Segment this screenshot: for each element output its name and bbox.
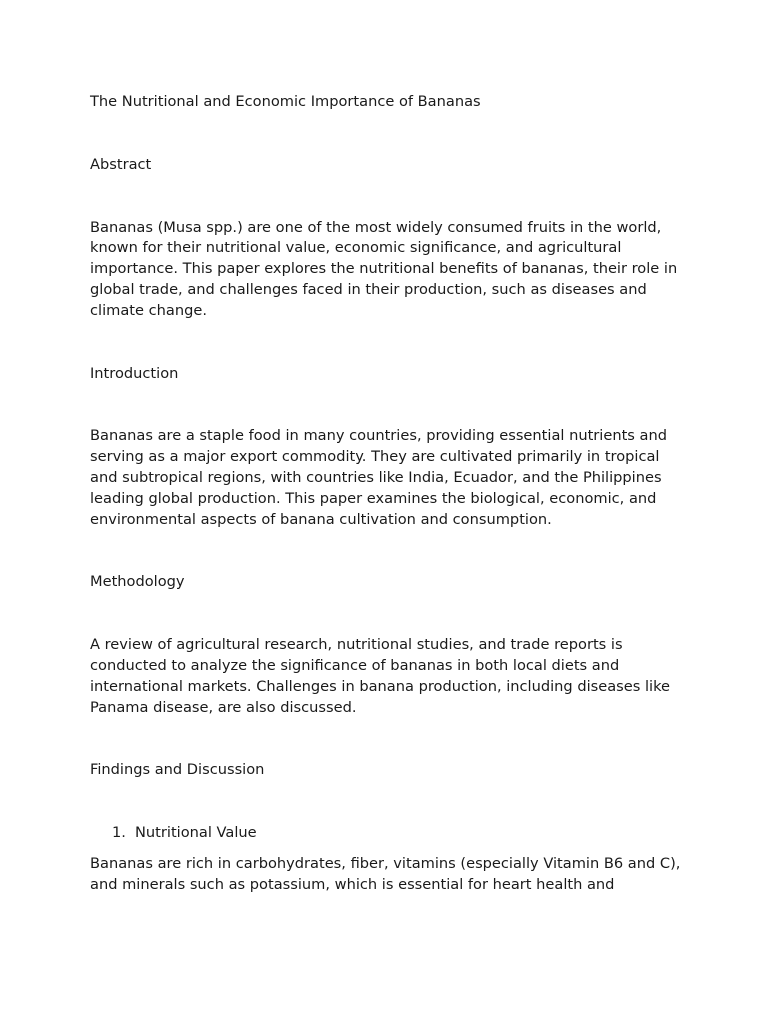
- methodology-body: A review of agricultural research, nutritional studies, and trade reports is conducted to analyze the significance of bananas in both local diets and international markets. Challenges in banana production, including diseases like Panama disease, are also discussed.: [90, 636, 671, 716]
- findings-list: [90, 823, 690, 844]
- introduction-heading: Introduction: [90, 364, 179, 382]
- introduction-body: Bananas are a staple food in many countries, providing essential nutrients and serving as a major export commodity. They are cultivated primarily in tropical and subtropical regions, with countries like India, Ecuador, and the Philippines leading global production. This paper examines the biological, economic, and environmental aspects of banana cultivation and consumption.: [90, 427, 668, 528]
- list-item-label: Nutritional Value: [135, 824, 257, 842]
- findings-heading: Findings and Discussion: [90, 761, 265, 779]
- list-item: [90, 823, 690, 844]
- abstract-body: Bananas (Musa spp.) are one of the most widely consumed fruits in the world, known for their nutritional value, economic significance, and agricultural importance. This paper explores the nutritional benefits of bananas, their role in global trade, and challenges faced in their production, such as diseases and climate change.: [90, 218, 678, 319]
- methodology-heading: Methodology: [90, 573, 185, 591]
- document-page: [90, 92, 690, 896]
- list-item-number: 1.: [112, 824, 126, 842]
- document-title: The Nutritional and Economic Importance of Bananas: [90, 93, 481, 110]
- abstract-heading: Abstract: [90, 155, 152, 173]
- nutritional-value-body: Bananas are rich in carbohydrates, fiber, vitamins (especially Vitamin B6 and C), and minerals such as potassium, which is essential for heart health and: [90, 854, 681, 893]
